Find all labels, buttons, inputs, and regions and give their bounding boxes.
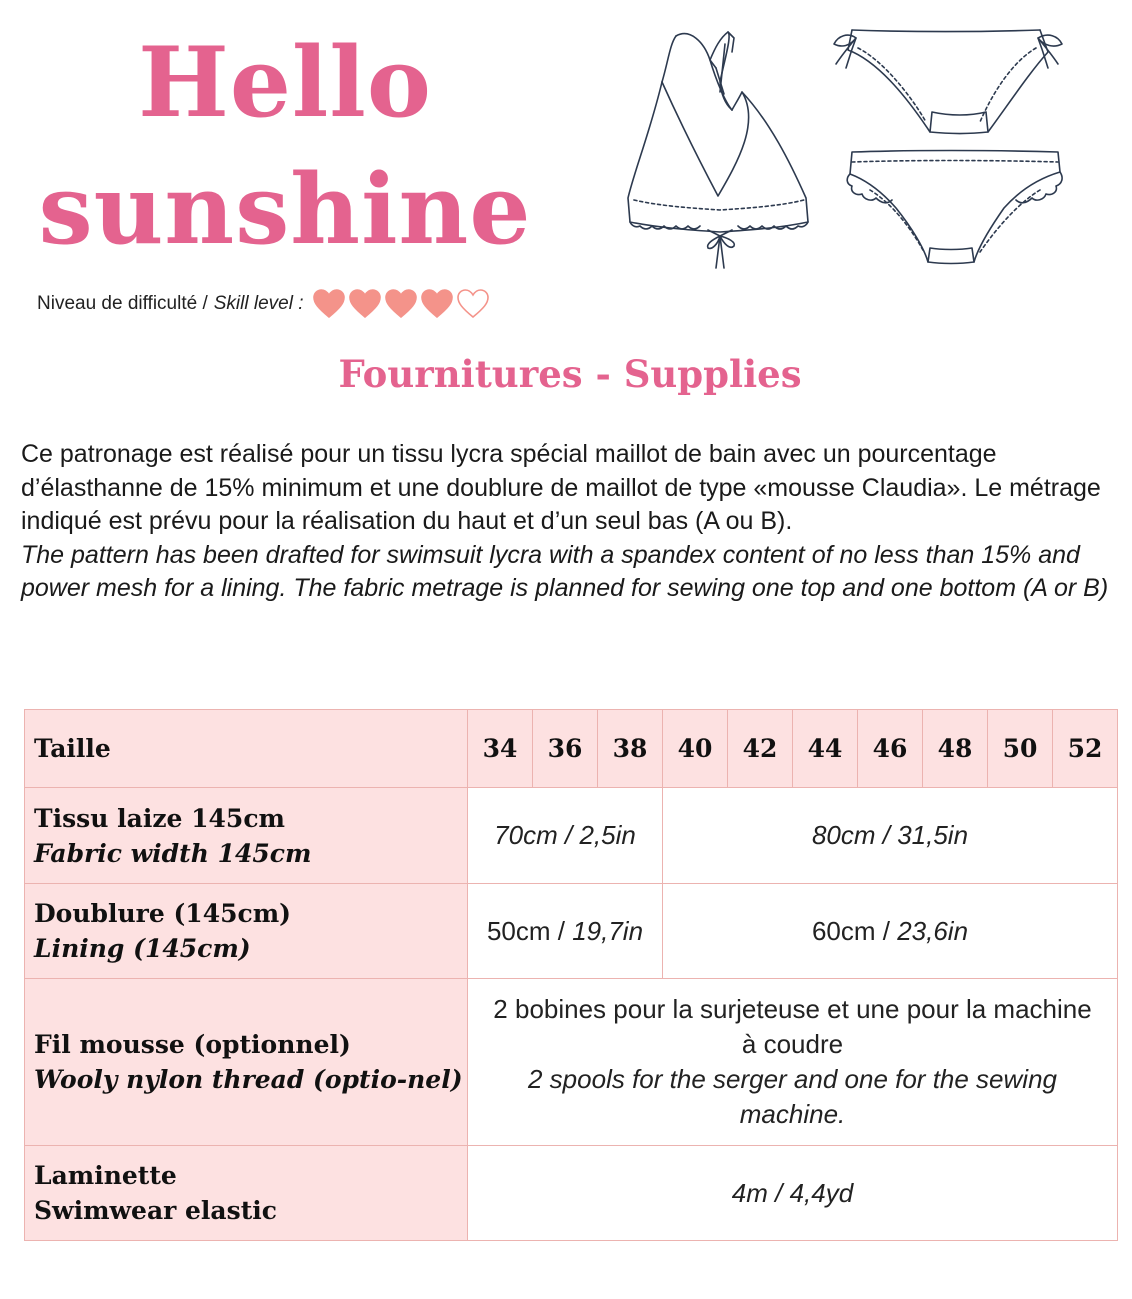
fabric-small-metric: 70cm /	[494, 820, 573, 850]
size-cell: 48	[923, 710, 988, 788]
fabric-small-imperial: 2,5in	[579, 820, 636, 850]
heart-filled-icon	[384, 288, 418, 320]
lining-small-imperial: 19,7in	[572, 915, 644, 946]
thread-label-en: Wooly nylon thread (optio-nel)	[34, 1065, 463, 1094]
skill-label-fr: Niveau de difficulté /	[37, 293, 208, 314]
size-cell: 36	[533, 710, 598, 788]
supplies-table	[24, 709, 1118, 1241]
size-cell: 42	[728, 710, 793, 788]
lining-label	[25, 884, 468, 979]
thread-value	[468, 979, 1118, 1146]
size-header-label: Taille	[25, 710, 468, 788]
lining-label-fr: Doublure (145cm)	[34, 899, 291, 928]
size-cell: 38	[598, 710, 663, 788]
title-hello: Hello	[138, 26, 432, 139]
thread-value-fr: 2 bobines pour la surjeteuse et une pour la machine à coudre	[493, 994, 1092, 1059]
heart-empty-icon	[456, 288, 490, 320]
halter-bikini-top-drawing-icon	[628, 32, 808, 268]
skill-label-en: Skill level :	[213, 293, 304, 314]
tie-side-bikini-bottom-drawing-icon	[834, 30, 1062, 134]
size-cell: 52	[1053, 710, 1118, 788]
elastic-row	[25, 1146, 1118, 1241]
size-cell: 46	[858, 710, 923, 788]
fabric-large-metric: 80cm /	[811, 820, 890, 850]
ruffle-bikini-bottom-drawing-icon	[847, 151, 1062, 264]
lining-label-en: Lining (145cm)	[34, 934, 251, 963]
heart-filled-icon	[348, 288, 382, 320]
size-cell: 34	[468, 710, 533, 788]
swimsuit-drawings	[620, 22, 1070, 272]
skill-level	[37, 287, 492, 321]
size-cell: 50	[988, 710, 1053, 788]
elastic-value	[468, 1146, 1118, 1241]
fabric-label-en: Fabric width 145cm	[34, 838, 312, 868]
size-header-row	[25, 710, 1118, 788]
size-cell: 44	[793, 710, 858, 788]
thread-value-en: 2 spools for the serger and one for the sewing machine.	[528, 1064, 1057, 1129]
elastic-value-text: 4m / 4,4yd	[731, 1177, 854, 1208]
elastic-label	[25, 1146, 468, 1241]
intro-text	[21, 438, 1111, 606]
lining-small-sizes-value	[468, 884, 663, 979]
fabric-row	[25, 788, 1118, 884]
lining-large-metric: 60cm /	[811, 915, 890, 946]
section-title: Fournitures - Supplies	[338, 352, 802, 396]
heart-filled-icon	[312, 288, 346, 320]
thread-label-fr: Fil mousse (optionnel)	[34, 1030, 351, 1059]
heart-filled-icon	[420, 288, 454, 320]
skill-hearts	[312, 288, 492, 320]
intro-french: Ce patronage est réalisé pour un tissu lycra spécial maillot de bain avec un pourcentage d’élasthanne de 15% minimum et une doublure de maillot de type «mousse Claudia». Le métrage indiqué est prévu pour la réalisation du haut et d’un seul bas (A ou B).	[21, 440, 1101, 535]
lining-small-metric: 50cm /	[486, 915, 565, 946]
fabric-label-fr: Tissu laize 145cm	[34, 803, 285, 833]
fabric-label	[25, 788, 468, 884]
thread-label	[25, 979, 468, 1146]
thread-row	[25, 979, 1118, 1146]
fabric-large-imperial: 31,5in	[897, 820, 969, 850]
lining-large-sizes-value	[663, 884, 1118, 979]
elastic-label-en: Swimwear elastic	[34, 1196, 277, 1225]
size-cell: 40	[663, 710, 728, 788]
elastic-label-fr: Laminette	[34, 1161, 177, 1190]
lining-large-imperial: 23,6in	[897, 915, 969, 946]
fabric-large-sizes-value	[663, 788, 1118, 884]
title-sunshine: sunshine	[38, 153, 532, 266]
fabric-small-sizes-value	[468, 788, 663, 884]
lining-row	[25, 884, 1118, 979]
intro-english: The pattern has been drafted for swimsuit lycra with a spandex content of no less than 15% and power mesh for a lining. The fabric metrage is planned for sewing one top and one bottom (A or B)	[21, 540, 1109, 602]
